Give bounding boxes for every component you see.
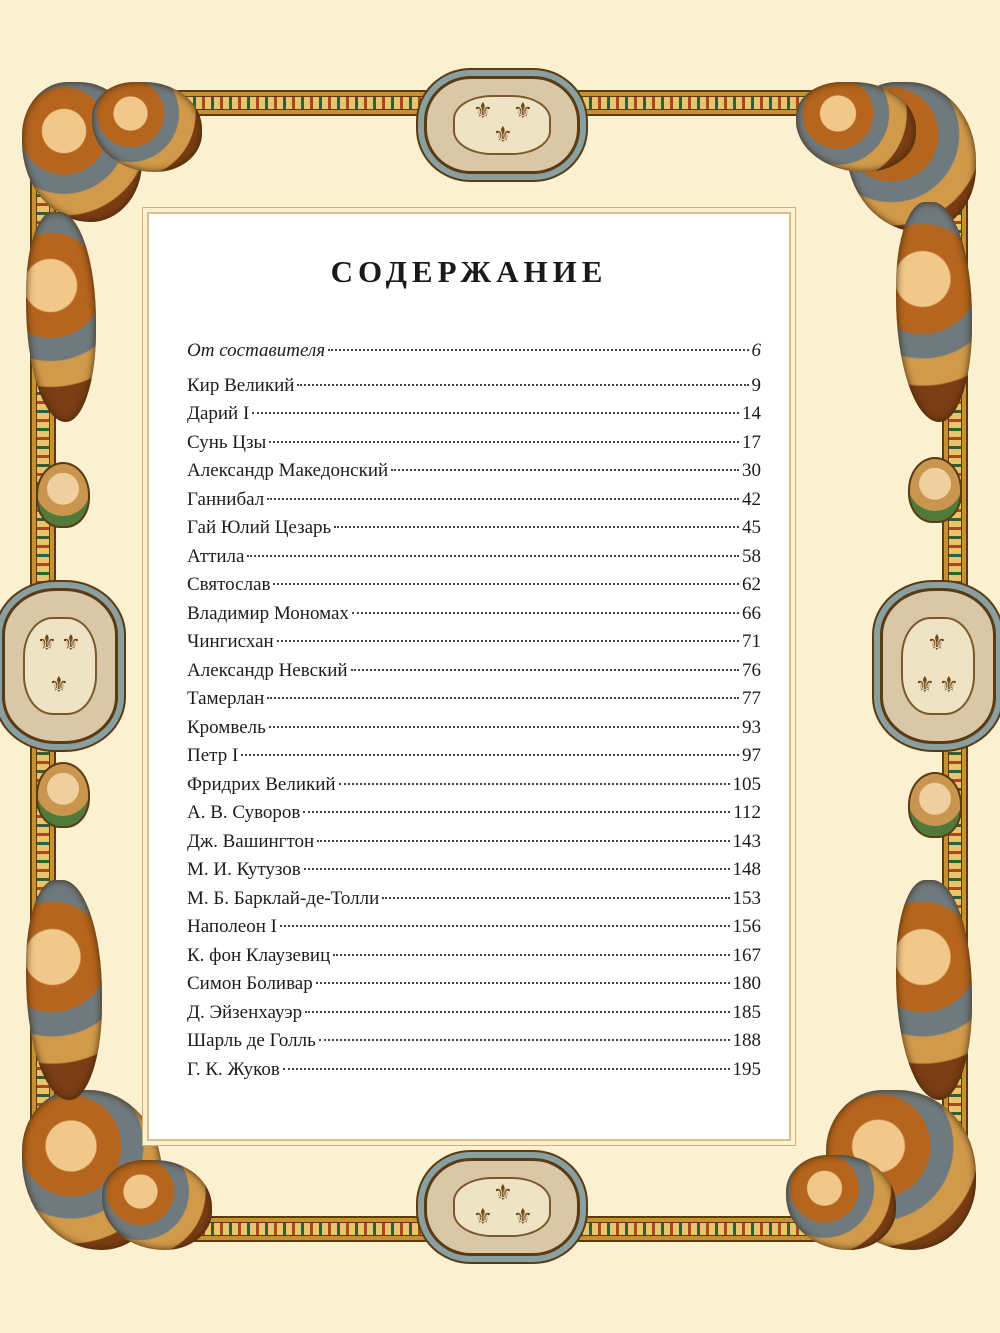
toc-entry-title: К. фон Клаузевиц <box>187 944 331 966</box>
toc-entry-title: Александр Невский <box>187 659 348 681</box>
toc-entry[interactable] <box>187 856 761 885</box>
medallion-right <box>880 588 996 744</box>
toc-entry-title: Владимир Мономах <box>187 602 349 624</box>
toc-entry-title: Александр Македонский <box>187 460 389 481</box>
fleur-de-lis-icon: ⚜ <box>927 631 947 656</box>
toc-entry-title: Г. К. Жуков <box>187 1058 280 1080</box>
toc-entry-title: Д. Эйзенхауэр <box>187 1001 303 1023</box>
toc-entry-page: 30 <box>742 460 761 481</box>
dot-leader <box>304 868 730 870</box>
toc-entry-title: Кромвель <box>187 716 266 738</box>
toc-entry[interactable] <box>187 657 761 686</box>
medallion-bottom <box>424 1158 580 1256</box>
toc-entry[interactable] <box>187 942 761 971</box>
dot-leader <box>269 441 739 443</box>
toc-entry[interactable] <box>187 970 761 999</box>
toc-entry-title: Тамерлан <box>187 688 265 709</box>
toc-entry-page: 105 <box>732 773 761 795</box>
toc-entry-page: 45 <box>742 517 761 538</box>
toc-entry-title: Шарль де Голль <box>187 1030 316 1051</box>
caryatid-figure-left <box>36 762 90 828</box>
toc-entry-page: 185 <box>732 1001 761 1023</box>
dot-leader <box>280 925 730 927</box>
toc-entry[interactable] <box>187 400 761 429</box>
toc-entry[interactable] <box>187 799 761 828</box>
medallion-left <box>2 588 118 744</box>
fleur-de-lis-icon: ⚜ <box>513 99 533 124</box>
dot-leader <box>328 349 748 351</box>
toc-entry-page: 180 <box>732 973 761 994</box>
dot-leader <box>273 583 739 585</box>
toc-entry[interactable] <box>187 571 761 600</box>
toc-entry-page: 153 <box>732 887 761 909</box>
medallion-top <box>424 76 580 174</box>
toc-entry-title: Дарий I <box>187 403 250 424</box>
toc-entry[interactable] <box>187 486 761 515</box>
dot-leader <box>334 526 739 528</box>
toc-entry[interactable] <box>187 714 761 743</box>
toc-entry-title: Святослав <box>187 574 271 595</box>
toc-entry[interactable] <box>187 514 761 543</box>
dot-leader <box>252 412 739 414</box>
toc-entry[interactable] <box>187 457 761 486</box>
toc-entry-title: Чингисхан <box>187 631 274 652</box>
dot-leader <box>351 669 739 671</box>
dot-leader <box>317 840 729 842</box>
toc-entry[interactable] <box>187 429 761 458</box>
toc-entry-page: 148 <box>732 859 761 880</box>
toc-entry-page: 195 <box>732 1058 761 1080</box>
toc-entry[interactable] <box>187 1027 761 1056</box>
toc-entry[interactable] <box>187 913 761 942</box>
table-of-contents <box>187 337 761 1084</box>
dot-leader <box>277 640 739 642</box>
toc-entry-title: Сунь Цзы <box>187 431 267 453</box>
toc-entry-title: Дж. Вашингтон <box>187 830 315 852</box>
toc-entry-title: Наполеон I <box>187 916 277 937</box>
toc-entry-page: 6 <box>751 340 761 361</box>
dot-leader <box>333 954 729 956</box>
dot-leader <box>391 469 739 471</box>
toc-entry-page: 93 <box>742 716 761 738</box>
toc-entry-title: От составителя <box>187 340 326 361</box>
toc-entry[interactable] <box>187 885 761 914</box>
toc-entry[interactable] <box>187 742 761 771</box>
toc-entry[interactable] <box>187 543 761 572</box>
toc-entry-title: Симон Боливар <box>187 973 313 994</box>
toc-entry-title: Кир Великий <box>187 374 295 396</box>
contents-page <box>147 212 791 1141</box>
toc-entry-page: 71 <box>742 631 761 652</box>
toc-entry-title: Петр I <box>187 745 239 766</box>
toc-entry[interactable] <box>187 999 761 1028</box>
fleur-de-lis-icon: ⚜ <box>513 1205 533 1230</box>
dot-leader <box>241 754 739 756</box>
toc-entry-title: Аттила <box>187 545 245 567</box>
dot-leader <box>339 783 730 785</box>
toc-entry-page: 58 <box>742 545 761 567</box>
dot-leader <box>269 726 739 728</box>
toc-entry-page: 143 <box>732 830 761 852</box>
dot-leader <box>267 697 739 699</box>
toc-entry-page: 77 <box>742 688 761 709</box>
dot-leader <box>267 498 739 500</box>
toc-entry-title: А. В. Суворов <box>187 802 301 823</box>
toc-entry[interactable] <box>187 1056 761 1085</box>
fleur-de-lis-icon: ⚜ <box>939 673 959 698</box>
toc-entry-page: 97 <box>742 745 761 766</box>
dot-leader <box>297 384 748 386</box>
grotesque-mask-right <box>908 457 962 523</box>
toc-entry-page: 66 <box>742 602 761 624</box>
page-title: СОДЕРЖАНИЕ <box>330 254 608 289</box>
toc-entry-page: 17 <box>742 431 761 453</box>
toc-entry[interactable] <box>187 628 761 657</box>
trophy-cluster-top-right-2 <box>796 82 916 172</box>
toc-entry-page: 62 <box>742 574 761 595</box>
fleur-de-lis-icon: ⚜ <box>49 673 69 698</box>
toc-entry-title: Ганнибал <box>187 488 265 510</box>
toc-entry-page: 76 <box>742 659 761 681</box>
toc-entry-page: 42 <box>742 488 761 510</box>
toc-entry-title: М. И. Кутузов <box>187 859 301 880</box>
toc-entry[interactable] <box>187 337 761 366</box>
toc-entry-page: 167 <box>732 944 761 966</box>
toc-entry[interactable] <box>187 828 761 857</box>
cherub-figure-right <box>908 772 962 838</box>
fleur-de-lis-icon: ⚜ <box>37 631 57 656</box>
fleur-de-lis-icon: ⚜ <box>473 99 493 124</box>
dot-leader <box>247 555 739 557</box>
toc-entry[interactable] <box>187 372 761 401</box>
dot-leader <box>283 1068 730 1070</box>
fleur-de-lis-icon: ⚜ <box>473 1205 493 1230</box>
dot-leader <box>316 982 730 984</box>
toc-entry-page: 156 <box>732 916 761 937</box>
dot-leader <box>352 612 739 614</box>
toc-entry-title: Гай Юлий Цезарь <box>187 517 332 538</box>
toc-entry-page: 188 <box>732 1030 761 1051</box>
dot-leader <box>305 1011 729 1013</box>
grotesque-mask-left <box>36 462 90 528</box>
dot-leader <box>303 811 730 813</box>
toc-entry-title: М. Б. Барклай-де-Толли <box>187 887 380 909</box>
toc-entry[interactable] <box>187 600 761 629</box>
fleur-de-lis-icon: ⚜ <box>915 673 935 698</box>
fleur-de-lis-icon: ⚜ <box>493 1181 513 1206</box>
toc-entry-title: Фридрих Великий <box>187 773 336 795</box>
dot-leader <box>319 1039 730 1041</box>
toc-entry-page: 9 <box>751 374 761 396</box>
fleur-de-lis-icon: ⚜ <box>493 123 513 148</box>
dot-leader <box>382 897 729 899</box>
toc-entry-page: 112 <box>733 802 761 823</box>
fleur-de-lis-icon: ⚜ <box>61 631 81 656</box>
toc-entry[interactable] <box>187 685 761 714</box>
toc-entry-page: 14 <box>742 403 761 424</box>
toc-entry[interactable] <box>187 771 761 800</box>
